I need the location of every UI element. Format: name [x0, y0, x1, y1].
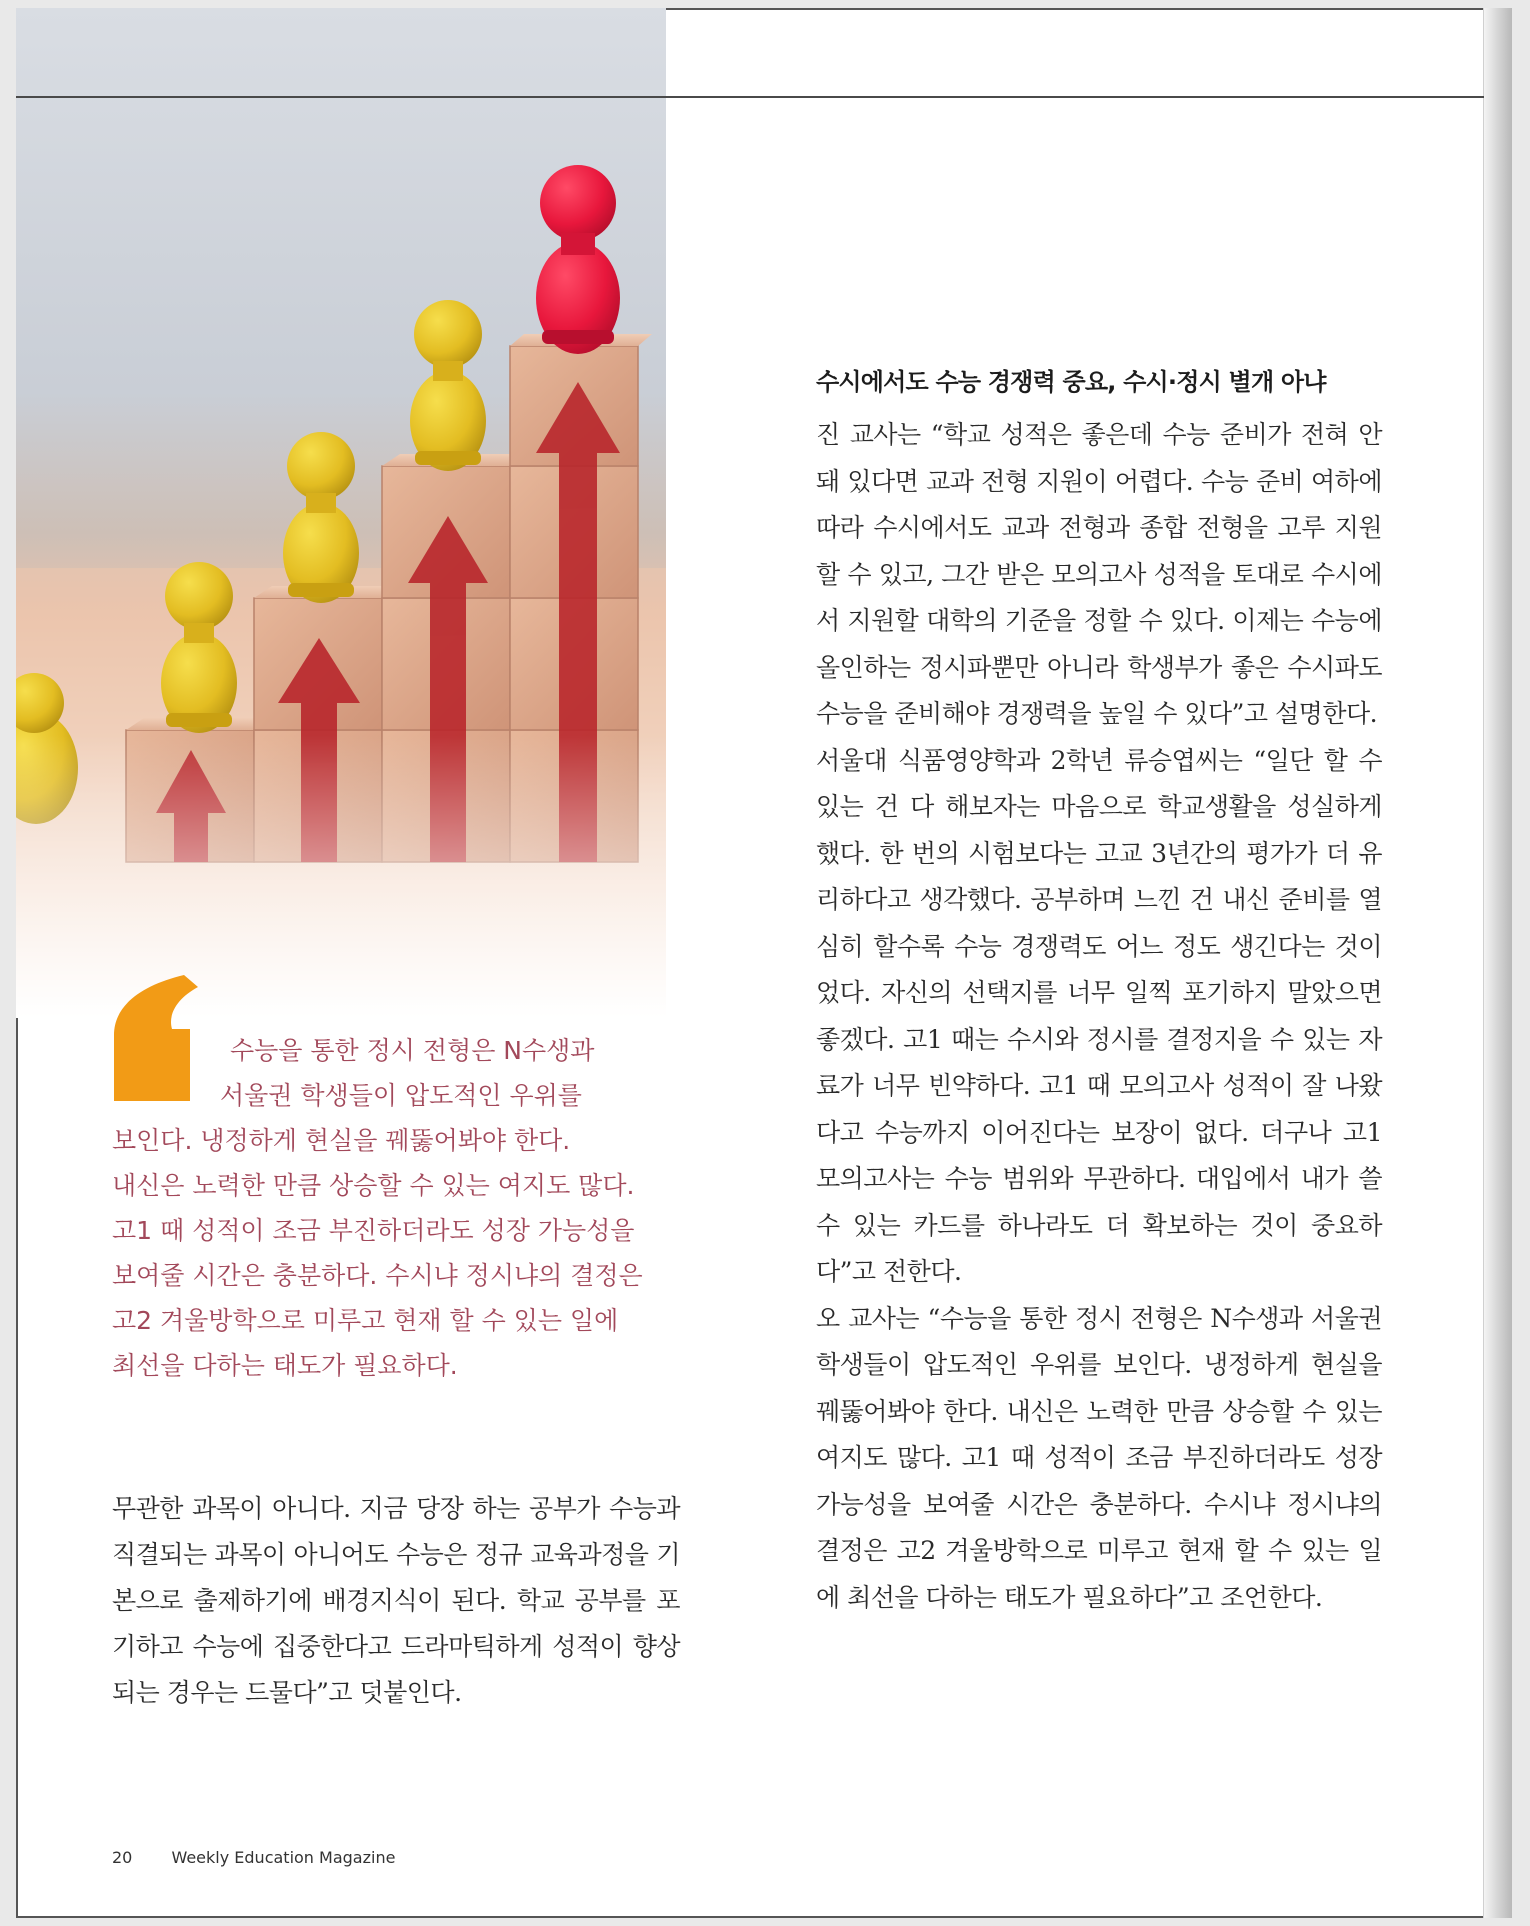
pull-quote-line: 고2 겨울방학으로 미루고 현재 할 수 있는 일에 [112, 1306, 619, 1335]
body-paragraph: 서울대 식품영양학과 2학년 류승엽씨는 “일단 할 수 있는 건 다 해보자는 마음으로 학교생활을 성실하게 했다. 한 번의 시험보다는 고교 3년간의 평가가 더 유리하다고 생각했다. 공부하며 느낀 건 내신 준비를 열심히 할수록 수능 경쟁력도 어느 정도 생긴다는 것이었다. 자신의 선택지를 너무 일찍 포기하지 말았으면 좋겠다. 고1 때는 수시와 정시를 결정지을 수 있는 자료가 너무 빈약하다. 고1 때 모의고사 성적이 잘 나왔다고 수능까지 이어진다는 보장이 없다. 더구나 고1 모의고사는 수능 범위와 무관하다. 대입에서 내가 쓸 수 있는 카드를 하나라도 더 확보하는 것이 중요하다”고 전한다. [816, 745, 1382, 1286]
pull-quote-line: 서울권 학생들이 압도적인 우위를 [220, 1081, 582, 1110]
section-subhead: 수시에서도 수능 경쟁력 중요, 수시·정시 별개 아냐 [816, 368, 1326, 396]
body-paragraph: 무관한 과목이 아니다. 지금 당장 하는 공부가 수능과 직결되는 과목이 아니어도 수능은 정규 교육과정을 기본으로 출제하기에 배경지식이 된다. 학교 공부를 포기하고 수능에 집중한다고 드라마틱하게 성적이 향상되는 경우는 드물다”고 덧붙인다. [112, 1494, 680, 1707]
pull-quote-line: 보여줄 시간은 충분하다. 수시냐 정시냐의 결정은 [112, 1261, 643, 1290]
pull-quote-line: 내신은 노력한 만큼 상승할 수 있는 여지도 많다. [112, 1171, 635, 1200]
pull-quote-line: 보인다. 냉정하게 현실을 꿰뚫어봐야 한다. [112, 1126, 571, 1155]
magazine-page [16, 8, 1512, 1918]
body-paragraph: 진 교사는 “학교 성적은 좋은데 수능 준비가 전혀 안 돼 있다면 교과 전형 지원이 어렵다. 수능 준비 여하에 따라 수시에서도 교과 전형과 종합 전형을 고루 지원할 수 있고, 그간 받은 모의고사 성적을 토대로 수시에서 지원할 대학의 기준을 정할 수 있다. 이제는 수능에 올인하는 정시파뿐만 아니라 학생부가 좋은 수시파도 수능을 준비해야 경쟁력을 높일 수 있다”고 설명한다. [816, 420, 1382, 728]
right-column-text [816, 412, 1382, 1621]
pull-quote-line: 수능을 통한 정시 전형은 N수생과 [230, 1036, 595, 1065]
header-rule [16, 96, 1484, 98]
pull-quote-line: 최선을 다하는 태도가 필요하다. [112, 1351, 458, 1380]
page-number: 20 [112, 1848, 133, 1867]
body-paragraph: 오 교사는 “수능을 통한 정시 전형은 N수생과 서울권 학생들이 압도적인 우위를 보인다. 냉정하게 현실을 꿰뚫어봐야 한다. 내신은 노력한 만큼 상승할 수 있는 여지도 많다. 고1 때 성적이 조금 부진하더라도 성장 가능성을 보여줄 시간은 충분하다. 수시냐 정시냐의 결정은 고2 겨울방학으로 미루고 현재 할 수 있는 일에 최선을 다하는 태도가 필요하다”고 조언한다. [816, 1303, 1382, 1612]
wooden-blocks-with-pawns-illustration [16, 8, 666, 1018]
pawns-blocks-photo [16, 8, 666, 1018]
magazine-name: Weekly Education Magazine [171, 1848, 396, 1867]
pull-quote [112, 1028, 672, 1388]
left-column-text [112, 1486, 680, 1716]
page-edge [1483, 8, 1512, 1918]
page-footer [112, 1848, 395, 1867]
pull-quote-line: 고1 때 성적이 조금 부진하더라도 성장 가능성을 [112, 1216, 635, 1245]
